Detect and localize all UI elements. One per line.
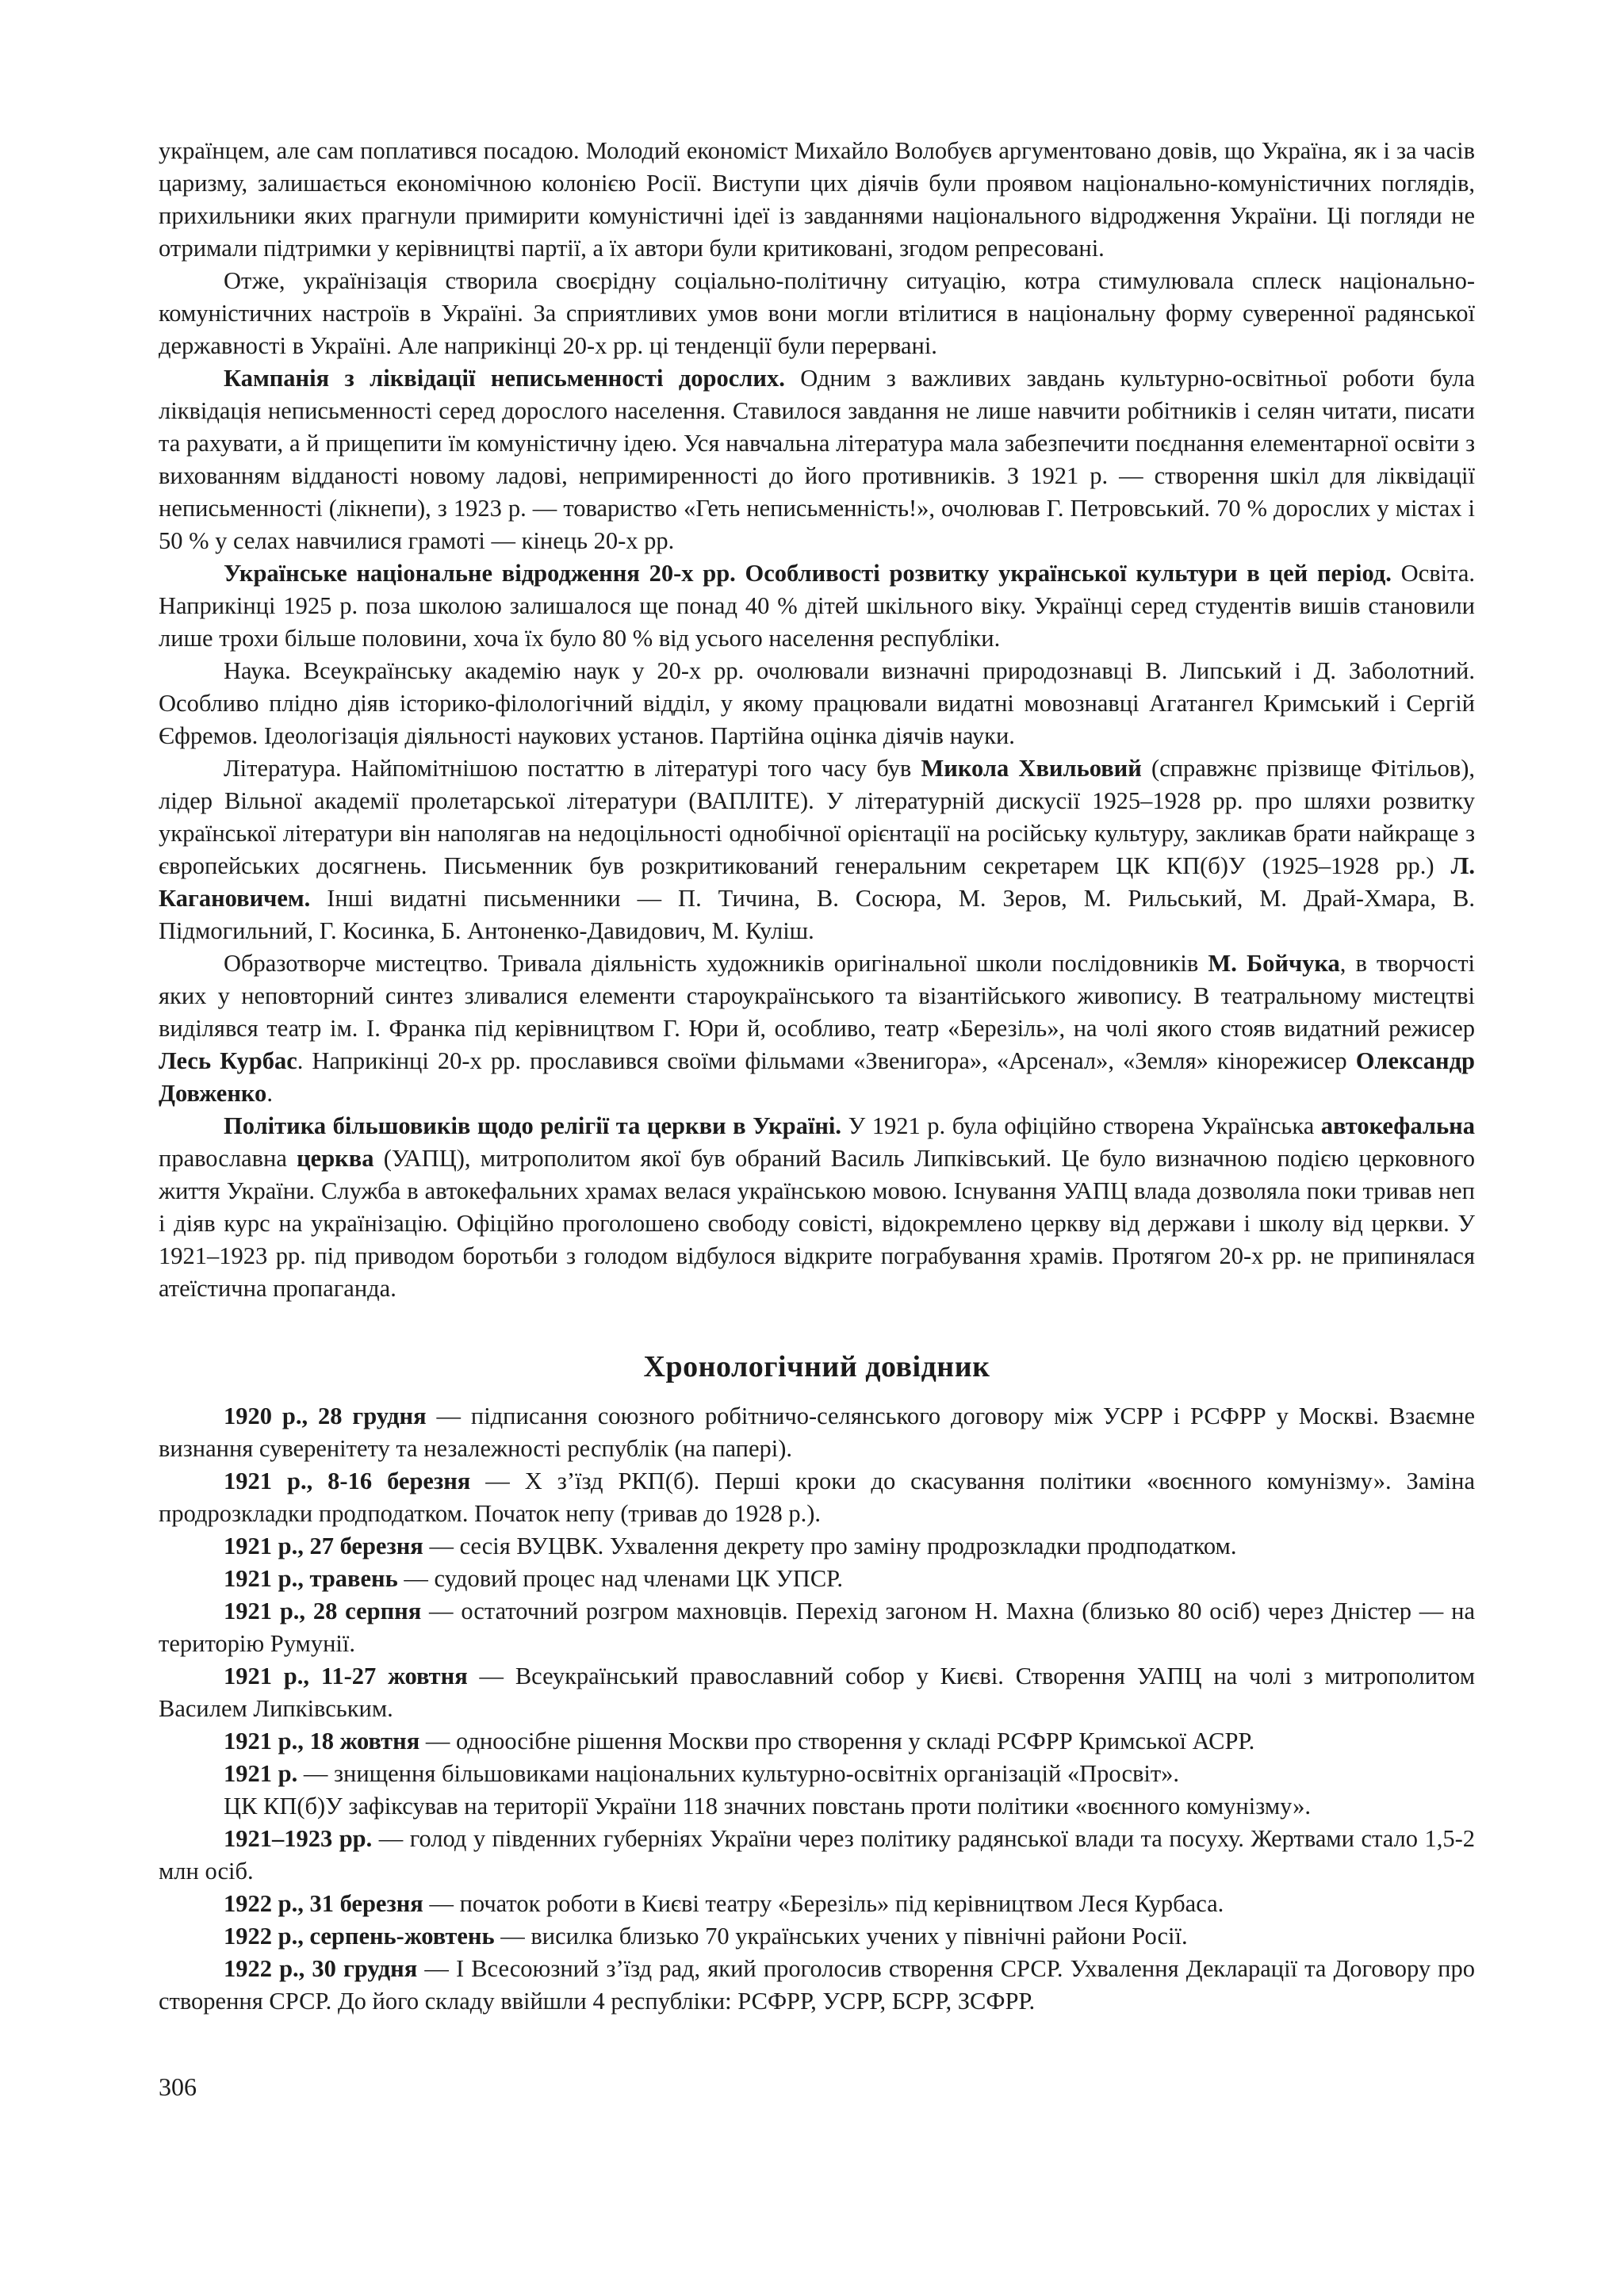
bold-text: Політика більшовиків щодо релігії та церкви в Україні.: [224, 1112, 842, 1139]
text-run: православна: [159, 1145, 297, 1172]
chronology-entry: [159, 1758, 1475, 1790]
paragraph: [159, 947, 1475, 1110]
text-run: Наука. Всеукраїнську академію наук у 20-х рр. очолювали визначні природознавці В. Липський і Д. Заболотний. Особливо плідно діяв історико-філологічний відділ, у якому працювали видатні мовознавці Агатангел Кримський і Сергій Єфремов. Ідеологізація діяльності наукових установ. Партійна оцінка діячів науки.: [159, 657, 1475, 749]
paragraph: [159, 265, 1475, 362]
text-run: українцем, але сам поплатився посадою. Молодий економіст Михайло Волобуєв аргументовано довів, що Україна, як і за часів царизму, залишається економічною колонією Росії. Виступи цих діячів були проявом національно-комуністичних поглядів, прихильники яких прагнули примирити комуністичні ідеї із завданнями національного відродження України. Ці погляди не отримали підтримки у керівництві партії, а їх автори були критиковані, згодом репресовані.: [159, 137, 1475, 262]
chronology-date: 1921 р., 11-27 жовтня: [224, 1663, 468, 1689]
paragraph: [159, 655, 1475, 752]
chronology-list: [159, 1400, 1475, 2018]
chronology-text: — остаточний розгром махновців. Перехід загоном Н. Махна (близько 80 осіб) через Дністер — на територію Румунії.: [159, 1598, 1475, 1657]
text-run: Одним з важливих завдань культурно-освітньої роботи була ліквідація неписьменності серед дорослого населення. Ставилося завдання не лише навчити робітників і селян читати, писати та рахувати, а й прищепити їм комуністичну ідею. Уся навчальна література мала забезпечити поєднання елементарної освіти з вихованням відданості новому ладові, непримиренності до його противників. З 1921 р. — створення шкіл для ліквідації неписьменності (лікнепи), з 1923 р. — товариство «Геть неписьменність!», очолював Г. Петровський. 70 % дорослих у містах і 50 % у селах навчилися грамоті — кінець 20-х рр.: [159, 365, 1475, 554]
bold-text: Л. Кагановичем.: [159, 852, 1475, 912]
chronology-entry: [159, 1660, 1475, 1725]
paragraph: [159, 752, 1475, 947]
bold-text: церква: [297, 1145, 374, 1172]
chronology-date: 1921 р.: [224, 1760, 298, 1787]
chronology-date: 1921 р., травень: [224, 1565, 398, 1592]
text-run: Освіта. Наприкінці 1925 р. поза школою залишалося ще понад 40 % дітей шкільного віку. Українці серед студентів вишів становили лише трохи більше половини, хоча їх було 80 % від усього населення республіки.: [159, 560, 1475, 652]
chronology-date: 1921 р., 27 березня: [224, 1533, 423, 1559]
text-run: У 1921 р. була офіційно створена Українська: [841, 1112, 1321, 1139]
chronology-text: — підписання союзного робітничо-селянського договору між УСРР і РСФРР у Москві. Взаємне визнання суверенітету та незалежності республік (на папері).: [159, 1402, 1475, 1462]
chronology-entry: [159, 1725, 1475, 1758]
chronology-entry: [159, 1563, 1475, 1595]
chronology-date: 1921 р., 8-16 березня: [224, 1468, 471, 1494]
chronology-date: 1920 р., 28 грудня: [224, 1402, 427, 1429]
chronology-text: — судовий процес над членами ЦК УПСР.: [397, 1565, 843, 1592]
chronology-date: 1921–1923 рр.: [224, 1825, 373, 1852]
chronology-entry: [159, 1823, 1475, 1888]
text-run: Інші видатні письменники — П. Тичина, В. Сосюра, М. Зеров, М. Рильський, М. Драй-Хмара, В. Підмогильний, Г. Косинка, Б. Антоненко-Давидович, М. Куліш.: [159, 885, 1475, 944]
paragraph: [159, 1110, 1475, 1305]
text-run: (УАПЦ), митрополитом якої був обраний Василь Липківський. Це було визначною подією церковного життя України. Служба в автокефальних храмах велася українською мовою. Існування УАПЦ влада дозволяла поки тривав неп і діяв курс на українізацію. Офіційно проголошено свободу совісті, відокремлено церкву від держави і школу від церкви. У 1921–1923 рр. під приводом боротьби з голодом відбулося відкрите пограбування храмів. Протягом 20-х рр. не припинялася атеїстична пропаганда.: [159, 1145, 1475, 1302]
chronology-date: 1921 р., 28 серпня: [224, 1598, 422, 1624]
page-number: 306: [159, 2072, 197, 2101]
paragraph: [159, 135, 1475, 265]
chronology-entry: [159, 1530, 1475, 1563]
chronology-entry: [159, 1953, 1475, 2018]
bold-text: М. Бойчука: [1208, 950, 1340, 977]
text-run: (справжнє прізвище Фітільов), лідер Вільної академії пролетарської літератури (ВАПЛІТЕ). У літературній дискусії 1925–1928 рр. про шляхи розвитку української літератури він наполягав на недоцільності однобічної орієнтації на російську культуру, закликав брати найкраще з європейських досягнень. Письменник був розкритикований генеральним секретарем ЦК КП(б)У (1925–1928 рр.): [159, 755, 1475, 879]
text-run: Література. Найпомітнішою постаттю в літературі того часу був: [224, 755, 921, 782]
chronology-text: — одноосібне рішення Москви про створення у складі РСФРР Кримської АСРР.: [419, 1728, 1255, 1755]
chronology-entry: [159, 1888, 1475, 1920]
page-body: [159, 135, 1475, 2018]
bold-text: Олександр Довженко: [159, 1047, 1475, 1107]
chronology-date: 1921 р., 18 жовтня: [224, 1728, 420, 1755]
chronology-text: — голод у південних губерніях України через політику радянської влади та посуху. Жертвами стало 1,5-2 млн осіб.: [159, 1825, 1475, 1885]
bold-text: Лесь Курбас: [159, 1047, 297, 1074]
text-run: , в творчості яких у неповторний синтез зливалися елементи староукраїнського та візантійського живопису. В театральному мистецтві виділявся театр ім. І. Франка під керівництвом Г. Юри й, особливо, театр «Березіль», на чолі якого стояв видатний режисер: [159, 950, 1475, 1042]
paragraph: [159, 362, 1475, 557]
chronology-entry: [159, 1400, 1475, 1465]
chronology-date: 1922 р., 30 грудня: [224, 1955, 418, 1982]
text-run: Образотворче мистецтво. Тривала діяльність художників оригінальної школи послідовників: [224, 950, 1208, 977]
bold-text: автокефальна: [1320, 1112, 1475, 1139]
chronology-entry: [159, 1790, 1475, 1823]
chronology-text: — Всеукраїнський православний собор у Києві. Створення УАПЦ на чолі з митрополитом Василем Липківським.: [159, 1663, 1475, 1722]
chronology-text: — знищення більшовиками національних культурно-освітніх організацій «Просвіт».: [297, 1760, 1180, 1787]
text-run: .: [266, 1080, 273, 1107]
chronology-entry: [159, 1465, 1475, 1530]
chronology-date: 1922 р., серпень-жовтень: [224, 1923, 495, 1950]
chronology-text: — висилка близько 70 українських учених у північні райони Росії.: [494, 1923, 1188, 1950]
chronology-text: — початок роботи в Києві театру «Березіль» під керівництвом Леся Курбаса.: [423, 1890, 1224, 1917]
paragraph: [159, 557, 1475, 655]
bold-text: Микола Хвильовий: [921, 755, 1142, 782]
chronology-entry: [159, 1920, 1475, 1953]
chronology-title: Хронологічний довідник: [643, 1350, 990, 1383]
chronology-text: — сесія ВУЦВК. Ухвалення декрету про заміну продрозкладки продподатком.: [423, 1533, 1237, 1559]
bold-text: Українське національне відродження 20-х рр. Особливості розвитку української культури в цей період.: [224, 560, 1392, 587]
chronology-text: — I Всесоюзний з’їзд рад, який проголосив створення СРСР. Ухвалення Декларації та Договору про створення СРСР. До його складу ввійшли 4 республіки: РСФРР, УСРР, БСРР, ЗСФРР.: [159, 1955, 1475, 2015]
main-text: [159, 135, 1475, 1305]
chronology-text: — X з’їзд РКП(б). Перші кроки до скасування політики «воєнного комунізму». Заміна продрозкладки продподатком. Початок непу (тривав до 1928 р.).: [159, 1468, 1476, 1527]
text-run: Отже, українізація створила своєрідну соціально-політичну ситуацію, котра стимулювала сплеск національно-комуністичних настроїв в Україні. За сприятливих умов вони могли втілитися в національну форму суверенної радянської державності в Україні. Але наприкінці 20-х рр. ці тенденції були перервані.: [159, 267, 1475, 359]
bold-text: Кампанія з ліквідації неписьменності дорослих.: [224, 365, 785, 392]
chronology-text: ЦК КП(б)У зафіксував на території України 118 значних повстань проти політики «воєнного комунізму».: [224, 1793, 1312, 1820]
text-run: . Наприкінці 20-х рр. прославився своїми фільмами «Звенигора», «Арсенал», «Земля» кінорежисер: [297, 1047, 1356, 1074]
chronology-entry: [159, 1595, 1475, 1660]
chronology-date: 1922 р., 31 березня: [224, 1890, 423, 1917]
